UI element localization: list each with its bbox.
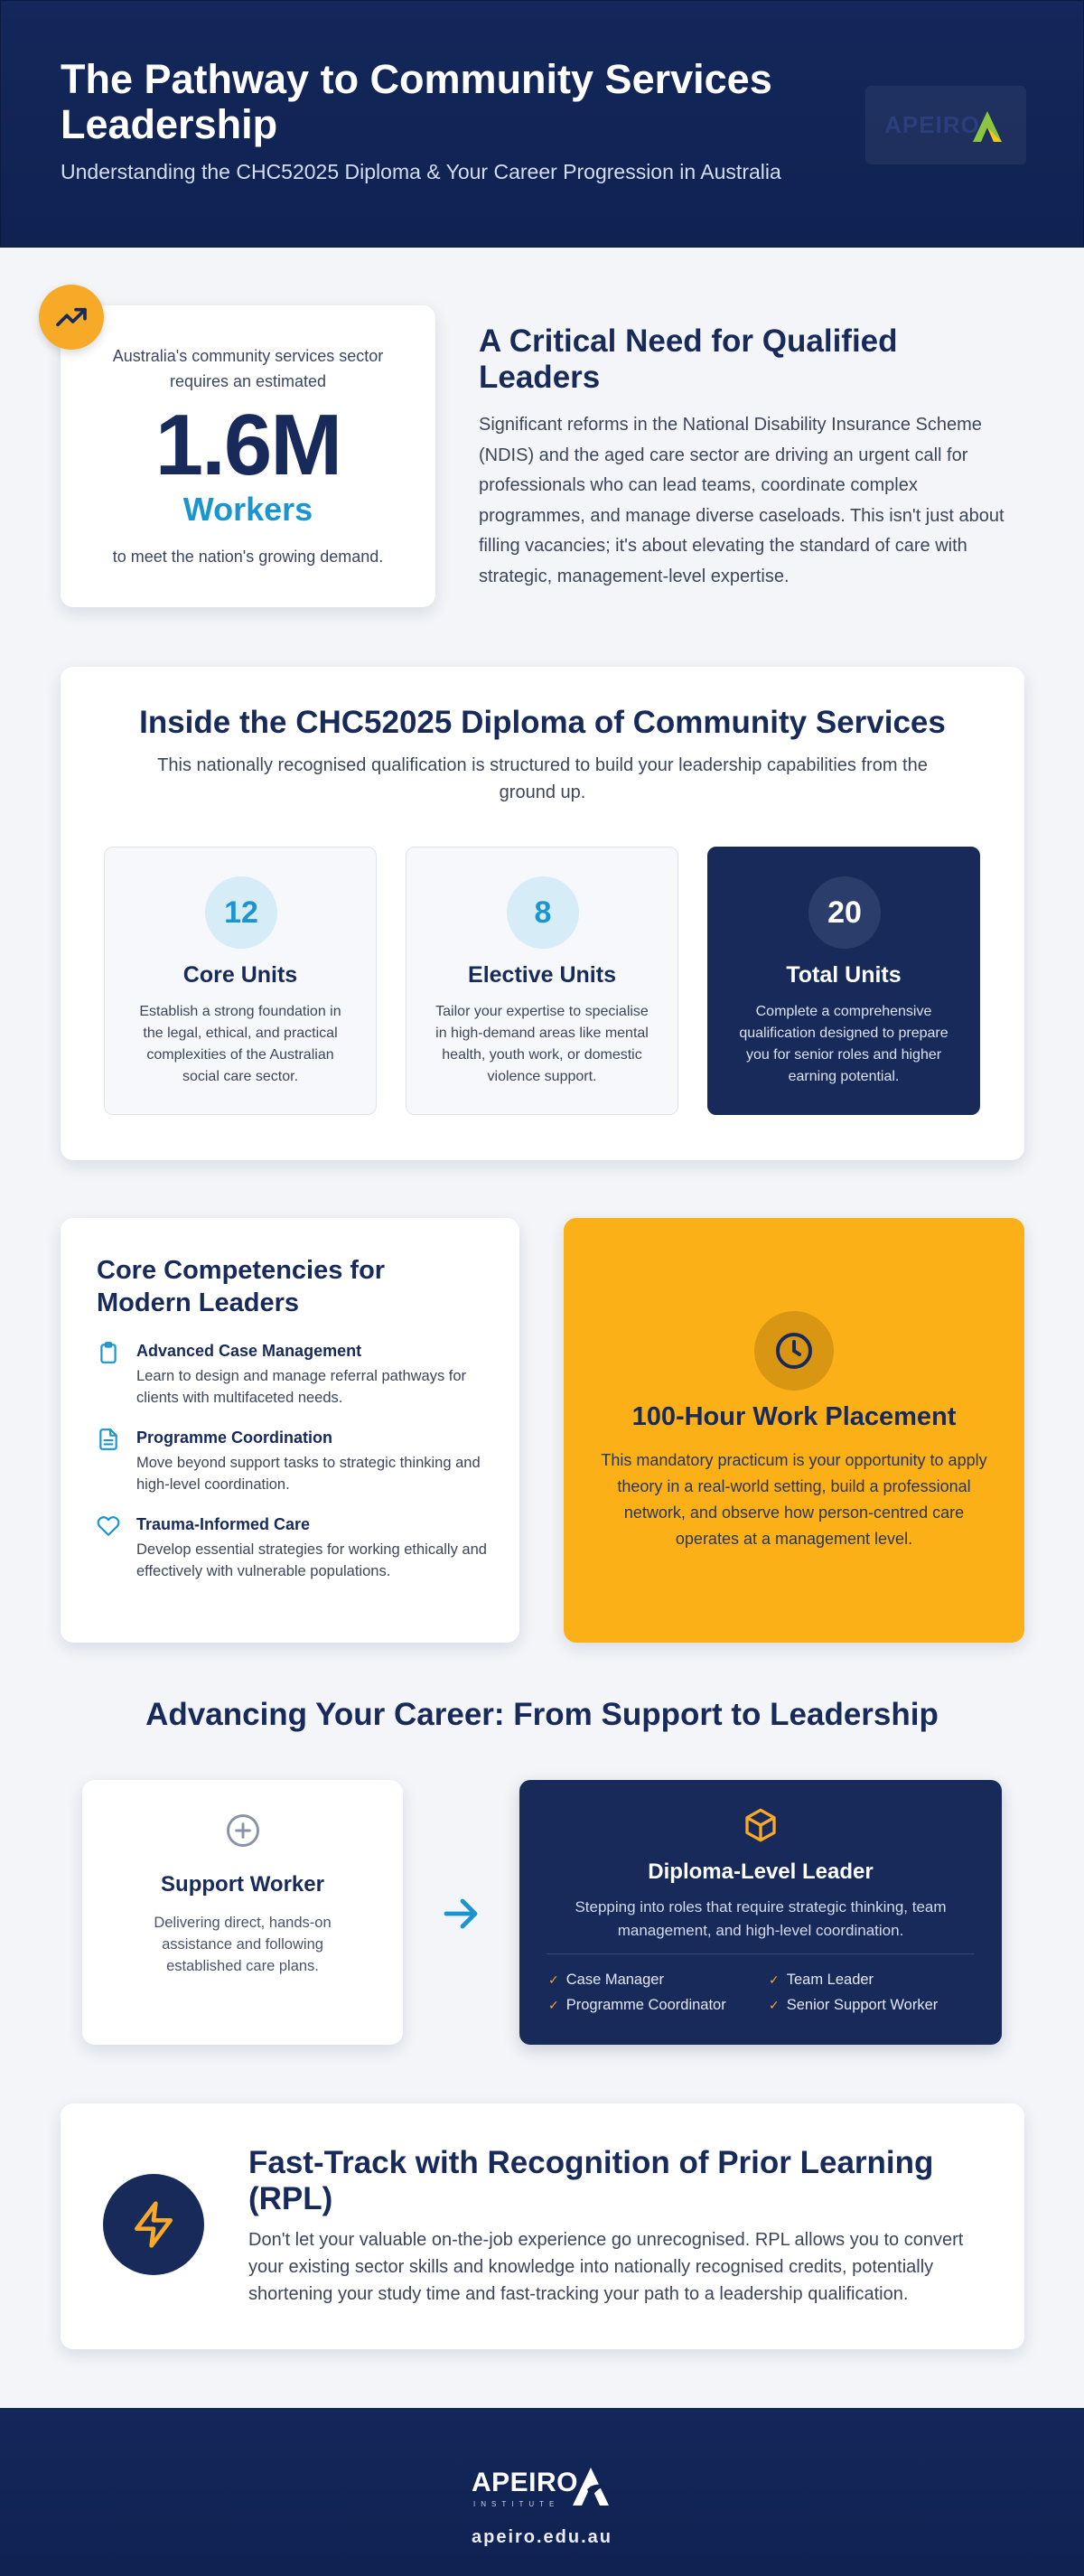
core-units-card — [104, 847, 377, 1115]
footer-brand-name: APEIRO — [472, 2468, 579, 2497]
role-label: Programme Coordinator — [565, 1997, 726, 2013]
header-logo-text: APEIRO — [884, 111, 980, 138]
support-worker-desc: Delivering direct, hands-on assistance and following established care plans. — [154, 1915, 332, 1974]
check-icon: ✓ — [548, 1998, 559, 2012]
leader-title: Diploma-Level Leader — [648, 1859, 874, 1884]
work-placement-card — [564, 1218, 1024, 1643]
need-title: A Critical Need for Qualified Leaders — [479, 323, 898, 395]
arrow-right-icon — [439, 1892, 482, 1935]
heart-icon — [97, 1514, 120, 1538]
trending-up-icon — [39, 285, 104, 350]
diploma-lead: This nationally recognised qualification is structured to build your leadership capabilities from the ground up. — [157, 755, 928, 802]
role-label: Senior Support Worker — [786, 1997, 939, 2013]
unit-count: 20 — [808, 876, 881, 949]
competency-title: Trauma-Informed Care — [136, 1515, 311, 1533]
clock-icon — [754, 1311, 834, 1391]
rpl-title: Fast-Track with Recognition of Prior Learning (RPL) — [248, 2145, 934, 2216]
footer-brand-sub: INSTITUTE — [473, 2500, 560, 2508]
role-item — [769, 1997, 938, 2014]
page-footer — [0, 2408, 1084, 2576]
plus-circle-icon — [223, 1811, 263, 1850]
placement-title: 100-Hour Work Placement — [631, 1402, 957, 1431]
competency-item — [97, 1428, 494, 1496]
role-label: Team Leader — [786, 1972, 874, 1988]
unit-count: 12 — [205, 876, 277, 949]
page-title: The Pathway to Community Services Leadership — [61, 56, 772, 147]
competency-title: Programme Coordination — [136, 1429, 333, 1447]
competency-desc: Learn to design and manage referral pathways for clients with multifaceted needs. — [136, 1368, 467, 1406]
rpl-card — [61, 2103, 1024, 2349]
unit-desc: Establish a strong foundation in the legal, ethical, and practical complexities of the Australian social care sector. — [139, 1004, 341, 1084]
check-icon: ✓ — [548, 1972, 559, 1987]
unit-title: Total Units — [786, 962, 902, 988]
support-worker-card — [82, 1780, 403, 2045]
competency-desc: Move beyond support tasks to strategic thinking and high-level coordination. — [136, 1455, 481, 1493]
page-header — [0, 0, 1084, 248]
role-item — [548, 1972, 664, 1989]
leader-desc: Stepping into roles that require strategic thinking, team management, and high-level coordination. — [575, 1898, 947, 1939]
logo-mark-icon — [569, 2462, 612, 2509]
stat-unit: Workers — [182, 491, 313, 528]
check-icon: ✓ — [769, 1972, 780, 1987]
role-item — [769, 1972, 874, 1989]
rpl-body: Don't let your valuable on-the-job experience go unrecognised. RPL allows you to convert your existing sector skills and knowledge into nationally recognised credits, potentially shortening your study time and fast-tracking your path to a leadership qualification. — [248, 2230, 964, 2304]
need-body: Significant reforms in the National Disability Insurance Scheme (NDIS) and the aged care sector are driving an urgent call for professionals who can lead teams, coordinate complex programmes, and manage diverse caseloads. This isn't just about filling vacancies; it's about elevating the standard of care with strategic, management-level expertise. — [479, 415, 1005, 586]
stat-outro: to meet the nation's growing demand. — [112, 548, 384, 566]
career-title: Advancing Your Career: From Support to Leadership — [145, 1697, 939, 1732]
competencies-card — [61, 1218, 519, 1643]
stat-value: 1.6M — [154, 397, 341, 493]
diploma-section — [61, 667, 1024, 1160]
cube-icon — [743, 1807, 779, 1843]
diploma-title: Inside the CHC52025 Diploma of Community Services — [139, 705, 946, 740]
competency-title: Advanced Case Management — [136, 1342, 362, 1360]
header-logo[interactable] — [865, 86, 1026, 164]
document-icon — [97, 1428, 120, 1451]
role-label: Case Manager — [565, 1972, 664, 1988]
role-item — [548, 1997, 726, 2014]
competency-item — [97, 1514, 494, 1605]
total-units-card — [707, 847, 980, 1115]
unit-desc: Tailor your expertise to specialise in high-demand areas like mental health, youth work, or domestic violence support. — [435, 1004, 649, 1084]
unit-title: Elective Units — [468, 962, 616, 988]
footer-url-link[interactable]: apeiro.edu.au — [471, 2527, 613, 2547]
logo-mark-icon — [967, 106, 1007, 145]
check-icon: ✓ — [769, 1998, 780, 2012]
elective-units-card — [406, 847, 678, 1115]
unit-desc: Complete a comprehensive qualification designed to prepare you for senior roles and higher earning potential. — [739, 1004, 948, 1084]
competency-item — [97, 1341, 494, 1410]
unit-count: 8 — [507, 876, 579, 949]
workforce-stat-card — [61, 305, 435, 607]
support-worker-title: Support Worker — [161, 1872, 324, 1897]
unit-title: Core Units — [182, 962, 298, 988]
lightning-icon — [103, 2174, 204, 2275]
divider — [547, 1953, 975, 1954]
competencies-title: Core Competencies for Modern Leaders — [97, 1256, 386, 1317]
clipboard-icon — [97, 1341, 120, 1364]
placement-body: This mandatory practicum is your opportunity to apply theory in a real-world setting, build a professional network, and observe how person-centred care operates at a management level. — [601, 1451, 987, 1548]
footer-logo[interactable] — [468, 2460, 616, 2515]
page-subtitle: Understanding the CHC52025 Diploma & Your Career Progression in Australia — [61, 160, 781, 183]
diploma-leader-card — [519, 1780, 1002, 2045]
competency-desc: Develop essential strategies for working ethically and effectively with vulnerable populations. — [136, 1541, 487, 1579]
stat-intro: Australia's community services sector requires an estimated — [112, 347, 384, 390]
